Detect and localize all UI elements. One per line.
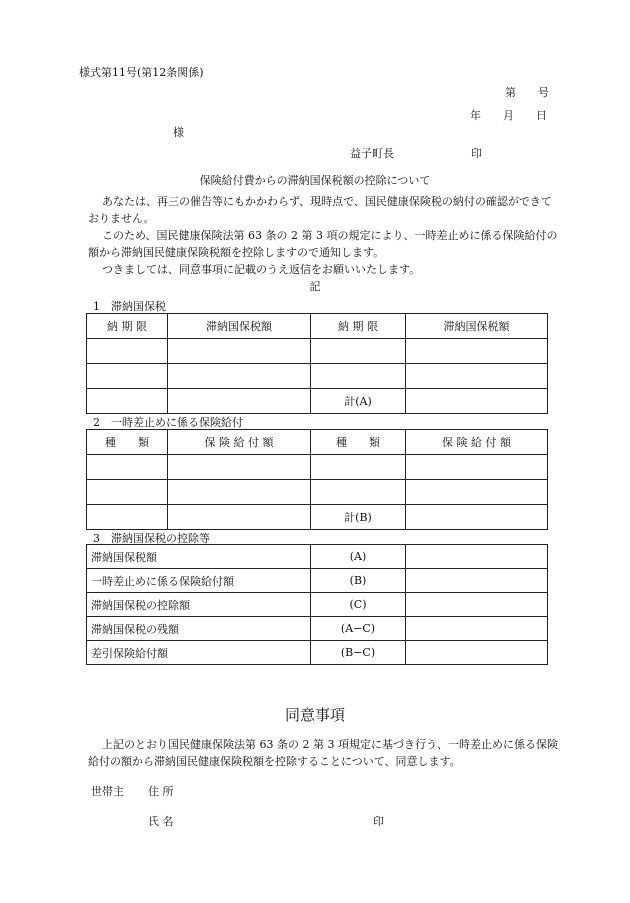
delinquent-tax-table [86,313,548,414]
benefit-type-cell[interactable] [87,505,168,530]
amount-cell[interactable] [406,593,548,617]
tax-amount-cell[interactable] [168,389,311,414]
form-number: 様式第11号(第12条関係) [79,66,204,79]
table-row [87,545,548,569]
column-header: 滞納国保税額 [168,314,311,339]
amount-cell[interactable] [406,617,548,641]
row-code: (B−C) [311,641,406,665]
column-header: 保 険 給 付 額 [168,430,311,455]
table-row [87,593,548,617]
column-header: 保 険 給 付 額 [406,430,548,455]
table-row [87,364,548,389]
amount-cell[interactable] [406,569,548,593]
row-label: 差引保険給付額 [87,641,311,665]
total-amount-cell[interactable] [406,505,548,530]
address-label: 住 所 [148,785,174,798]
table-row [87,569,548,593]
benefit-type-cell[interactable] [87,480,168,505]
column-header: 種 類 [311,430,406,455]
body-paragraph: あなたは、再三の催告等にもかかわらず、現時点で、国民健康保険税の納付の確認ができておりません。 [88,195,552,225]
benefit-amount-cell[interactable] [168,480,311,505]
section2-heading: 2 一時差止めに係る保険給付 [93,416,243,429]
table-row [87,505,548,530]
benefit-amount-cell[interactable] [168,455,311,480]
tax-amount-cell[interactable] [168,339,311,364]
column-header: 納 期 限 [311,314,406,339]
tax-amount-cell[interactable] [406,364,548,389]
benefit-amount-cell[interactable] [406,480,548,505]
row-label: 滞納国保税の残額 [87,617,311,641]
benefit-type-cell[interactable] [311,480,406,505]
row-code: (A−C) [311,617,406,641]
issue-date: 年 月 日 [470,109,547,122]
due-date-cell[interactable] [311,339,406,364]
due-date-cell[interactable] [87,364,168,389]
table-row [87,480,548,505]
table-row [87,339,548,364]
amount-cell[interactable] [406,545,548,569]
table-row [87,389,548,414]
benefit-amount-cell[interactable] [168,505,311,530]
benefit-type-cell[interactable] [311,455,406,480]
section1-heading: 1 滞納国保税 [93,300,166,313]
total-label: 計(A) [311,389,406,414]
deduction-table [86,544,548,665]
due-date-cell[interactable] [87,389,168,414]
benefit-type-cell[interactable] [87,455,168,480]
consent-title: 同意事項 [284,706,345,724]
notice-title: 保険給付費からの滞納国保税額の控除について [199,174,431,187]
table-row [87,617,548,641]
addressee: 様 [173,126,184,139]
document-number: 第 号 [505,86,549,99]
section3-heading: 3 滞納国保税の控除等 [93,532,210,545]
due-date-cell[interactable] [311,364,406,389]
column-header: 納 期 限 [87,314,168,339]
total-amount-cell[interactable] [406,389,548,414]
row-code: (C) [311,593,406,617]
row-code: (A) [311,545,406,569]
column-header: 種 類 [87,430,168,455]
table-row [87,641,548,665]
seal-mark: 印 [373,815,384,828]
sender: 益子町長 印 [350,147,482,160]
table-header-row [87,430,548,455]
ki-heading: 記 [309,280,321,293]
withheld-benefit-table [86,429,548,530]
column-header: 滞納国保税額 [406,314,548,339]
amount-cell[interactable] [406,641,548,665]
consent-paragraph: 上記のとおり国民健康保険法第 63 条の 2 第 3 項規定に基づき行う、一時差止めに係る保険給付の額から滞納国民健康保険税額を控除することについて、同意します。 [88,738,558,768]
table-header-row [87,314,548,339]
consent-body [88,736,562,770]
table-row [87,455,548,480]
row-label: 滞納国保税額 [87,545,311,569]
total-label: 計(B) [311,505,406,530]
householder-label: 世帯主 [91,785,124,798]
notice-body [88,193,562,278]
name-label: 氏 名 [148,815,174,828]
row-label: 滞納国保税の控除額 [87,593,311,617]
body-paragraph: このため、国民健康保険法第 63 条の 2 第 3 項の規定により、一時差止めに係る保険給付の額から滞納国民健康保険税額を控除しますので通知します。 [88,229,558,259]
row-label: 一時差止めに係る保険給付額 [87,569,311,593]
row-code: (B) [311,569,406,593]
benefit-amount-cell[interactable] [406,455,548,480]
body-paragraph: つきましては、同意事項に記載のうえ返信をお願いいたします。 [102,263,421,276]
tax-amount-cell[interactable] [406,339,548,364]
due-date-cell[interactable] [87,339,168,364]
tax-amount-cell[interactable] [168,364,311,389]
